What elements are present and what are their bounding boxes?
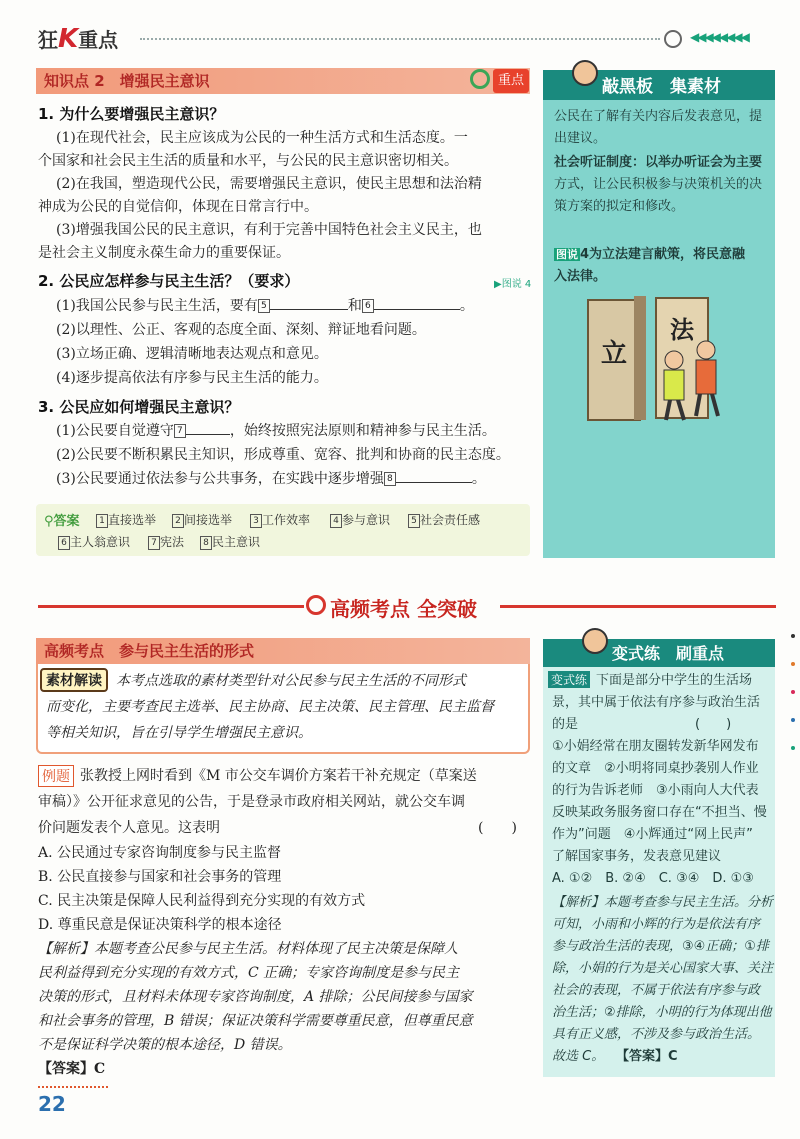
answer-label: ⚲答案	[44, 514, 80, 529]
edge-dot	[791, 690, 795, 694]
edge-dot	[791, 662, 795, 666]
example-tag: 例题	[38, 765, 74, 787]
key-badge: 重点	[493, 69, 529, 93]
practice-options[interactable]: A. ①② B. ②④ C. ③④ D. ①③	[552, 871, 754, 886]
ring-icon	[664, 30, 682, 48]
section-title-kp2: 知识点 2 增强民主意识	[36, 68, 530, 94]
figure-reference[interactable]: ▶图说 4	[494, 279, 532, 290]
practice-line-3: 的是 ( )	[552, 717, 732, 732]
practice-analysis-8: 故选 C。	[552, 1049, 605, 1064]
practice-analysis-6: 治生活；②排除，小明的行为体现出他	[552, 1005, 772, 1020]
answer-4: 4 参与意识	[330, 511, 390, 528]
figure-caption-1: 图说 4为立法建言献策，将民意融	[556, 247, 746, 262]
practice-line-2: 景，其中属于依法有序参与政治生活	[552, 695, 761, 710]
question-2-title: 2. 公民应怎样参与民主生活？（要求）	[38, 272, 300, 290]
material-text-1: 本考点选取的素材类型针对公民参与民主生活的不同形式	[116, 673, 466, 689]
arrows-icon: ◀◀◀◀◀◀◀◀	[690, 30, 748, 44]
sidebar-blackboard-title: 敲黑板 集素材	[602, 77, 721, 97]
q1-paragraph-1b: 个国家和社会民主生活的质量和水平，与公民的民主意识密切相关。	[38, 153, 458, 169]
answer-7: 7 宪法	[148, 533, 184, 550]
footer-dotted-line	[38, 1086, 108, 1088]
q1-paragraph-3a: (3)增强我国公民的民主意识，有利于完善中国特色社会主义民主，也	[56, 222, 482, 238]
option-b[interactable]: B. 公民直接参与国家和社会事务的管理	[38, 869, 282, 885]
q2-paragraph-1: (1)我国公民参与民主生活，要有 5 和 6 。	[56, 298, 474, 314]
analysis-2: 民利益得到充分实现的有效方式，C 正确；专家咨询制度是参与民主	[38, 965, 460, 981]
page-number: 22	[38, 1092, 66, 1116]
analysis-3: 决策的形式，且材料未体现专家咨询制度，A 排除；公民间接参与国家	[38, 989, 473, 1005]
answer-8: 8 民主意识	[200, 533, 260, 550]
illus-character-1: 立	[600, 339, 628, 369]
brand-logo: 狂K重点	[38, 24, 119, 54]
sidebar-practice-title: 变式练 刷重点	[612, 644, 725, 663]
edge-dot	[791, 718, 795, 722]
edge-dot	[791, 634, 795, 638]
target-icon	[306, 595, 326, 615]
practice-analysis-5: 社会的表现，不属于依法有序参与政	[552, 983, 761, 998]
header-dotted-line	[140, 38, 660, 40]
figure-caption-2: 入法律。	[554, 269, 607, 284]
material-text-3: 等相关知识，旨在引导学生增强民主意识。	[46, 725, 312, 741]
banner-line-left	[38, 605, 304, 608]
example-answer: 【答案】C	[38, 1061, 106, 1077]
sidebar1-text-5: 策方案的拟定和修改。	[554, 199, 685, 214]
teacher-avatar-icon	[572, 60, 598, 86]
practice-line-1: 下面是部分中学生的生活场	[596, 673, 753, 688]
option-c[interactable]: C. 民主决策是保障人民利益得到充分实现的有效方式	[38, 893, 366, 909]
practice-analysis-1: 【解析】本题考查参与民主生活。分析	[552, 895, 774, 910]
answer-2: 2 间接选举	[172, 511, 232, 528]
question-3-title: 3. 公民应如何增强民主意识？	[38, 398, 240, 416]
q3-paragraph-3: (3)公民要通过依法参与公共事务，在实践中逐步增强 8 。	[56, 471, 486, 487]
key-icon: ⚲	[44, 514, 54, 529]
question-1-title: 1. 为什么要增强民主意识？	[38, 105, 225, 123]
practice-line-6: 的行为告诉老师 ③小雨向人大代表	[552, 783, 759, 798]
illus-character-2: 法	[670, 316, 694, 344]
q3-paragraph-2: (2)公民要不断积累民主知识，形成尊重、宽容、批判和协商的民主态度。	[56, 447, 510, 463]
practice-line-5: 的文章 ②小明将同桌抄袭别人作业	[552, 761, 759, 776]
practice-analysis-4: 除，小娟的行为是关心国家大事、关注	[552, 961, 774, 976]
answer-5: 5 社会责任感	[408, 511, 480, 528]
practice-line-8: 作为”问题 ④小辉通过“网上民声”	[552, 827, 753, 842]
sidebar1-text-4: 方式，让公民积极参与决策机关的决	[554, 177, 763, 192]
sidebar1-text-3: 社会听证制度：以举办听证会为主要	[554, 155, 763, 170]
option-d[interactable]: D. 尊重民意是保证决策科学的根本途径	[38, 917, 282, 933]
q1-paragraph-1a: (1)在现代社会，民主应该成为公民的一种生活方式和生活态度。一	[56, 130, 468, 146]
banner-line-right	[500, 605, 776, 608]
sidebar1-text-2: 出建议。	[554, 131, 607, 146]
practice-line-4: ①小娟经常在朋友圈转发新华网发布	[552, 739, 759, 754]
q3-paragraph-1: (1)公民要自觉遵守 7 ，始终按照宪法原则和精神参与民主生活。	[56, 423, 496, 439]
analysis-5: 不是保证科学决策的根本途径，D 错误。	[38, 1037, 292, 1053]
practice-analysis-3: 参与政治生活的表现，③④正确；①排	[552, 939, 769, 954]
answer-6: 6 主人翁意识	[58, 533, 130, 550]
example-stem-3: 价问题发表个人意见。这表明	[38, 820, 220, 836]
example-stem-1: 张教授上网时看到《M 市公交车调价方案若干补充规定（草案送	[80, 768, 477, 784]
q2-paragraph-2: (2)以理性、公正、客观的态度全面、深刻、辩证地看问题。	[56, 322, 426, 338]
practice-line-7: 反映某政务服务窗口存在“不担当、慢	[552, 805, 767, 820]
analysis-4: 和社会事务的管理，B 错误；保证决策科学需要尊重民意，但尊重民意	[38, 1013, 473, 1029]
practice-analysis-7: 具有正义感，不涉及参与政治生活。	[552, 1027, 761, 1042]
target-icon	[470, 69, 490, 89]
answer-3: 3 工作效率	[250, 511, 310, 528]
answer-paren: ( )	[478, 820, 517, 836]
material-interpretation-label: 素材解读	[40, 668, 108, 692]
answer-1: 1 直接选举	[96, 511, 156, 528]
practice-analysis-2: 可知，小雨和小辉的行为是依法有序	[552, 917, 761, 932]
student-avatar-icon	[582, 628, 608, 654]
analysis-1: 【解析】本题考查公民参与民主生活。材料体现了民主决策是保障人	[38, 941, 458, 957]
sidebar1-text-1: 公民在了解有关内容后发表意见，提	[554, 109, 763, 124]
section-title-high-frequency: 高频考点 参与民主生活的形式	[36, 638, 530, 664]
q1-paragraph-2b: 神成为公民的自觉信仰，体现在日常言行中。	[38, 199, 318, 215]
example-stem-2: 审稿）》公开征求意见的公告，于是登录市政府相关网站，就公交车调	[38, 794, 465, 810]
practice-answer: 【答案】C	[616, 1049, 678, 1064]
material-text-2: 而变化，主要考查民主选举、民主协商、民主决策、民主管理、民主监督	[46, 699, 494, 715]
edge-dot	[791, 746, 795, 750]
legislation-illustration	[578, 290, 748, 430]
option-a[interactable]: A. 公民通过专家咨询制度参与民主监督	[38, 845, 282, 861]
q1-paragraph-2a: (2)在我国，塑造现代公民，需要增强民主意识，使民主思想和法治精	[56, 176, 482, 192]
q2-paragraph-3: (3)立场正确、逻辑清晰地表达观点和意见。	[56, 346, 328, 362]
q2-paragraph-4: (4)逐步提高依法有序参与民主生活的能力。	[56, 370, 328, 386]
practice-line-9: 了解国家事务，发表意见建议	[552, 849, 722, 864]
banner-title: 高频考点 全突破	[330, 597, 477, 621]
q1-paragraph-3b: 是社会主义制度永葆生命力的重要保证。	[38, 245, 290, 261]
practice-tag: 变式练	[548, 671, 590, 688]
